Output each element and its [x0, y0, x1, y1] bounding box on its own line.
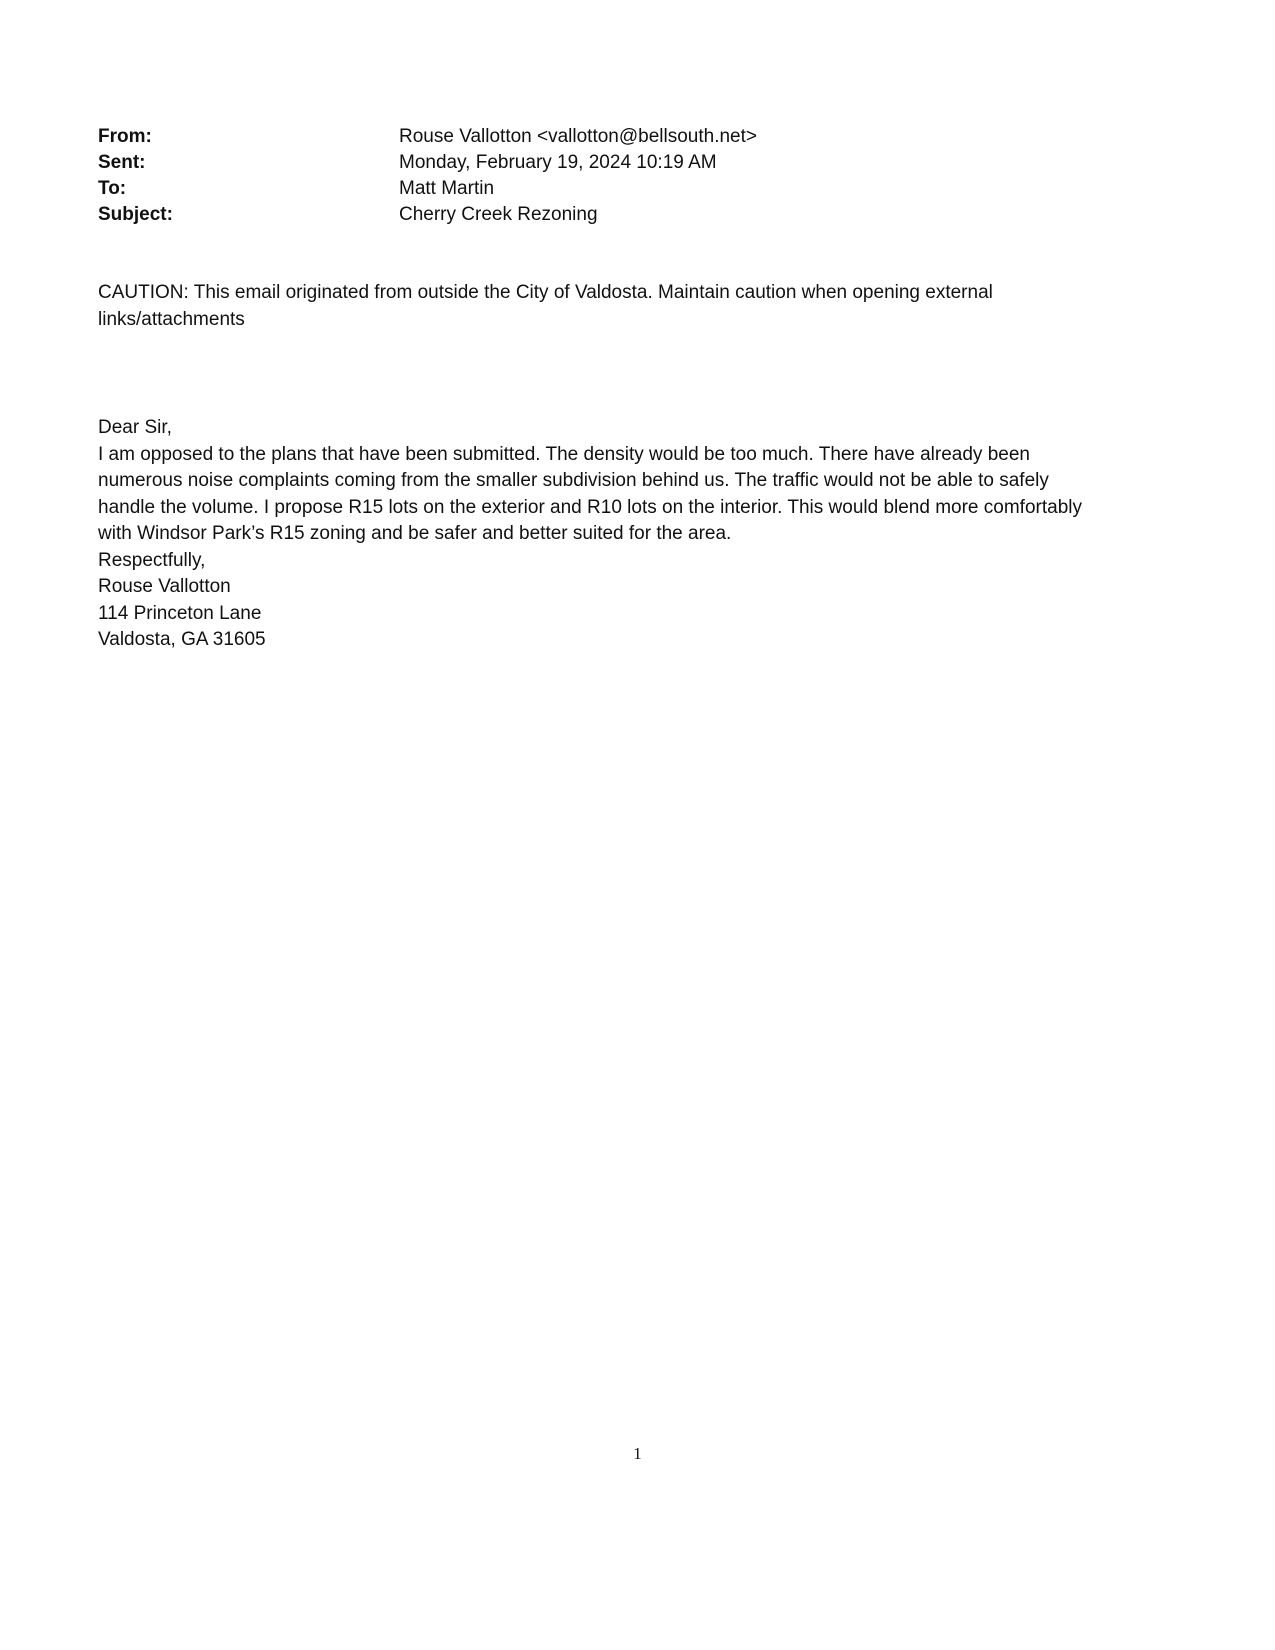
closing: Respectfully, — [98, 549, 206, 571]
body-line: handle the volume. I propose R15 lots on the exterior and R10 lots on the interior. This would blend more comfortably — [98, 496, 1082, 518]
subject-label: Subject: — [98, 204, 173, 225]
sent-value: Monday, February 19, 2024 10:19 AM — [399, 152, 717, 173]
sent-label: Sent: — [98, 152, 146, 173]
email-body — [98, 415, 1158, 654]
from-label: From: — [98, 126, 152, 147]
body-line: with Windsor Park’s R15 zoning and be safer and better suited for the area. — [98, 523, 732, 544]
header-row-to — [98, 176, 1098, 202]
signature-street: 114 Princeton Lane — [98, 602, 262, 624]
from-value: Rouse Vallotton <vallotton@bellsouth.net> — [399, 126, 758, 147]
body-line: numerous noise complaints coming from the smaller subdivision behind us. The traffic would not be able to safely — [98, 470, 1049, 491]
signature-name: Rouse Vallotton — [98, 576, 231, 597]
caution-line: links/attachments — [98, 309, 245, 330]
greeting: Dear Sir, — [98, 417, 172, 438]
signature-city: Valdosta, GA 31605 — [98, 629, 266, 650]
header-row-from — [98, 124, 1098, 150]
page-number: 1 — [633, 1444, 642, 1463]
header-row-sent — [98, 150, 1098, 176]
to-value: Matt Martin — [399, 178, 495, 199]
header-row-subject — [98, 202, 1098, 228]
to-label: To: — [98, 178, 127, 199]
email-header — [98, 124, 1098, 228]
caution-notice — [98, 279, 1098, 333]
caution-line: CAUTION: This email originated from outside the City of Valdosta. Maintain caution when opening external — [98, 282, 993, 303]
subject-value: Cherry Creek Rezoning — [399, 204, 598, 225]
body-line: I am opposed to the plans that have been submitted. The density would be too much. There have already been — [98, 443, 1030, 465]
